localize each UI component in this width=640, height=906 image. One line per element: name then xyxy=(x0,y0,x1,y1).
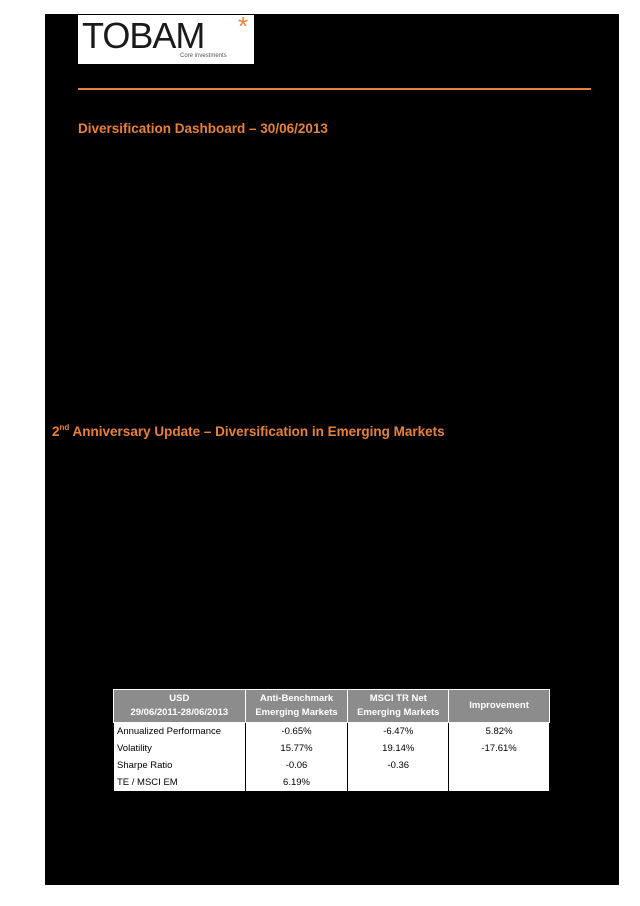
table-row xyxy=(114,757,550,774)
cell-anti-benchmark: -0.65% xyxy=(245,723,348,741)
row-label: Sharpe Ratio xyxy=(114,757,246,774)
cell-msci: -0.36 xyxy=(348,757,449,774)
tobam-logo xyxy=(78,11,254,64)
table-row xyxy=(114,723,550,741)
header-period: USD 29/06/2011-28/06/2013 xyxy=(114,690,246,723)
page-title: Diversification Dashboard – 30/06/2013 xyxy=(78,121,328,136)
row-label: Volatility xyxy=(114,740,246,757)
section-heading-text: Anniversary Update – Diversification in Emerging Markets xyxy=(69,424,445,439)
cell-improvement: 5.82% xyxy=(449,723,550,741)
cell-msci: -6.47% xyxy=(348,723,449,741)
cell-anti-benchmark: 15.77% xyxy=(245,740,348,757)
table-row xyxy=(114,774,550,792)
row-label: Annualized Performance xyxy=(114,723,246,741)
header-msci: MSCI TR Net Emerging Markets xyxy=(348,690,449,723)
logo-wordmark: TOBAM xyxy=(82,15,205,56)
cell-improvement: -17.61% xyxy=(449,740,550,757)
cell-msci: 19.14% xyxy=(348,740,449,757)
header-divider xyxy=(78,88,591,90)
section-ordinal: 2 xyxy=(52,424,60,439)
header-anti-benchmark: Anti-Benchmark Emerging Markets xyxy=(245,690,348,723)
logo-tagline: Core investments xyxy=(180,53,227,59)
logo-star-icon: * xyxy=(238,11,249,41)
table-row xyxy=(114,740,550,757)
performance-table xyxy=(113,689,550,792)
cell-msci xyxy=(348,774,449,792)
header-improvement: Improvement xyxy=(449,690,550,723)
cell-anti-benchmark: -0.06 xyxy=(245,757,348,774)
cell-improvement xyxy=(449,774,550,792)
section-heading xyxy=(52,423,445,439)
section-ordinal-suffix: nd xyxy=(59,423,70,432)
table-header-row xyxy=(114,690,550,723)
cell-improvement xyxy=(449,757,550,774)
row-label: TE / MSCI EM xyxy=(114,774,246,792)
cell-anti-benchmark: 6.19% xyxy=(245,774,348,792)
